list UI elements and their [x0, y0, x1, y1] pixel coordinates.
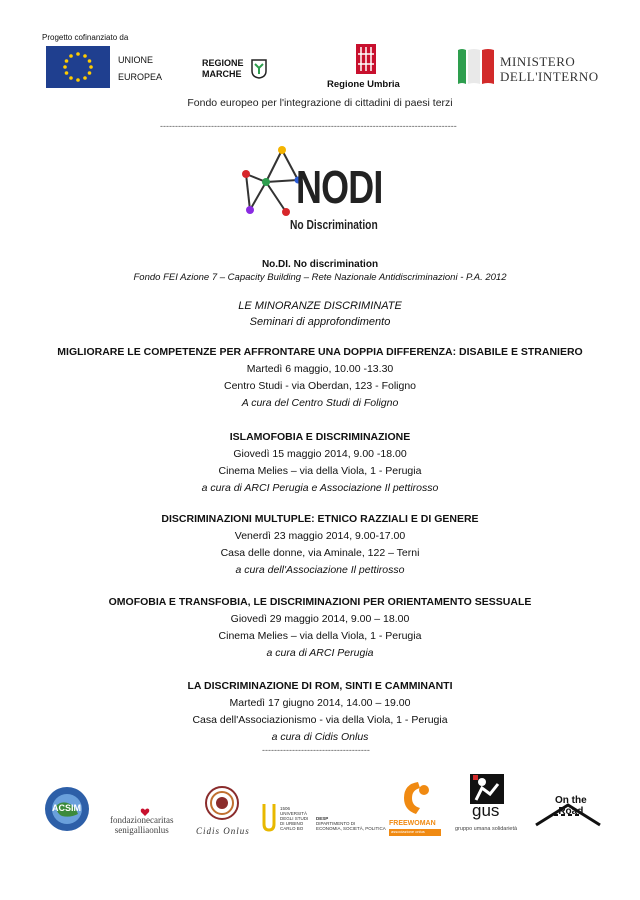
seminar-title: DISCRIMINAZIONI MULTUPLE: ETNICO RAZZIALI E DI GENERE [161, 513, 479, 525]
urbino-line2: DEGLI STUDI [280, 816, 309, 821]
seminar-place: Casa delle donne, via Aminale, 122 – Terni [220, 547, 420, 559]
seminar-block [0, 680, 640, 745]
umbria-name: Regione Umbria [327, 79, 400, 90]
seminar-title: LA DISCRIMINAZIONE DI ROM, SINTI E CAMMINANTI [187, 680, 453, 692]
regione-marche-logo [202, 58, 244, 80]
urbino-line3: DI URBINO [280, 821, 304, 826]
seminar-date: Giovedì 15 maggio 2014, 9.00 -18.00 [233, 448, 407, 460]
ministry-line1: MINISTERO [500, 54, 576, 69]
seminar-block [0, 346, 640, 411]
eu-name [118, 52, 162, 86]
desp-line2: DIPARTIMENTO DI [316, 821, 356, 826]
seminar-title: OMOFOBIA E TRANSFOBIA, LE DISCRIMINAZIONI PER ORIENTAMENTO SESSUALE [108, 596, 532, 608]
ontheroad-line2: Road [558, 806, 584, 817]
gus-figure-icon [470, 772, 504, 804]
urbino-name [280, 806, 308, 831]
seminar-title: ISLAMOFOBIA E DISCRIMINAZIONE [229, 431, 411, 443]
seminar-place: Casa dell'Associazionismo - via della Viola, 1 - Perugia [192, 714, 448, 726]
freewoman-name: FREEWOMAN [389, 820, 436, 827]
project-subtitle: Fondo FEI Azione 7 – Capacity Building – Rete Nazionale Antidiscriminazioni - P.A. 2012 [133, 272, 507, 283]
seminar-organizer: a cura di Cidis Onlus [271, 731, 369, 743]
header-divider: --------------------------------------------------------------------------------------------------- [160, 121, 457, 131]
acsim-name: ACSIM [52, 803, 81, 813]
urbino-line4: CARLO BO [280, 826, 304, 831]
seminar-title: MIGLIORARE LE COMPETENZE PER AFFRONTARE UNA DOPPIA DIFFERENZA: DISABILE E STRANIERO [57, 346, 583, 358]
marche-line2: MARCHE [202, 69, 242, 79]
italy-flag-icon [456, 46, 496, 86]
cidis-logo [205, 786, 239, 820]
ontheroad-line1: On the [555, 795, 587, 806]
seminar-date: Martedì 17 giugno 2014, 14.00 – 19.00 [229, 697, 411, 709]
umbria-emblem-icon [354, 44, 378, 74]
eu-flag-logo [46, 46, 110, 88]
marche-line1: REGIONE [202, 58, 244, 68]
caritas-heart-icon [140, 804, 150, 814]
gus-sub: gruppo umana solidarietà [455, 826, 518, 832]
footer-divider: ------------------------------------ [262, 745, 370, 755]
seminar-organizer: a cura di ARCI Perugia [266, 647, 374, 659]
series-subtitle: Seminari di approfondimento [249, 316, 391, 328]
fund-title: Fondo europeo per l'integrazione di cittadini di paesi terzi [187, 97, 453, 109]
urbino-line1: UNIVERSITÀ [280, 811, 308, 816]
caritas-name [110, 815, 173, 835]
eu-name-line2: EUROPEA [118, 72, 163, 82]
marche-emblem-icon [251, 59, 267, 79]
gus-name: gus [472, 801, 500, 820]
urbino-year: 1506 [280, 806, 291, 811]
freewoman-sub: associazione onlus [391, 829, 425, 834]
seminar-date: Venerdì 23 maggio 2014, 9.00-17.00 [234, 530, 406, 542]
seminar-place: Cinema Melies – via della Viola, 1 - Perugia [218, 465, 422, 477]
desp-name [316, 816, 386, 831]
freewoman-logo [398, 780, 436, 820]
series-title: LE MINORANZE DISCRIMINATE [238, 300, 402, 312]
seminar-organizer: a cura dell'Associazione Il pettirosso [235, 564, 405, 576]
seminar-organizer: A cura del Centro Studi di Foligno [241, 397, 399, 409]
seminar-date: Martedì 6 maggio, 10.00 -13.30 [246, 363, 394, 375]
seminar-block [0, 596, 640, 661]
nodi-network-icon [236, 144, 300, 220]
caritas-line2: senigalliaonlus [114, 825, 169, 835]
ontheroad-name [555, 795, 587, 817]
cofinanced-label: Progetto cofinanziato da [42, 33, 129, 42]
cidis-name: Cidis Onlus [196, 826, 250, 836]
ministry-name [500, 54, 599, 84]
desp-line3: ECONOMIA, SOCIETÀ, POLITICA [316, 826, 386, 831]
caritas-line1: fondazionecaritas [110, 815, 174, 825]
ministry-line2: DELL'INTERNO [500, 69, 599, 84]
seminar-block [0, 513, 640, 578]
urbino-logo [262, 802, 276, 832]
nodi-logo-name: NODI [296, 161, 383, 213]
desp-line1: DESP [316, 816, 329, 821]
seminar-date: Giovedì 29 maggio 2014, 9.00 – 18.00 [230, 613, 410, 625]
seminar-organizer: a cura di ARCI Perugia e Associazione Il pettirosso [201, 482, 439, 494]
eu-name-line1: UNIONE [118, 55, 154, 65]
seminar-place: Cinema Melies – via della Viola, 1 - Perugia [218, 630, 422, 642]
seminar-block [0, 431, 640, 496]
project-title: No.DI. No discrimination [261, 259, 379, 270]
seminar-place: Centro Studi - via Oberdan, 123 - Foligno [223, 380, 417, 392]
nodi-logo-tagline: No Discrimination [290, 218, 378, 232]
